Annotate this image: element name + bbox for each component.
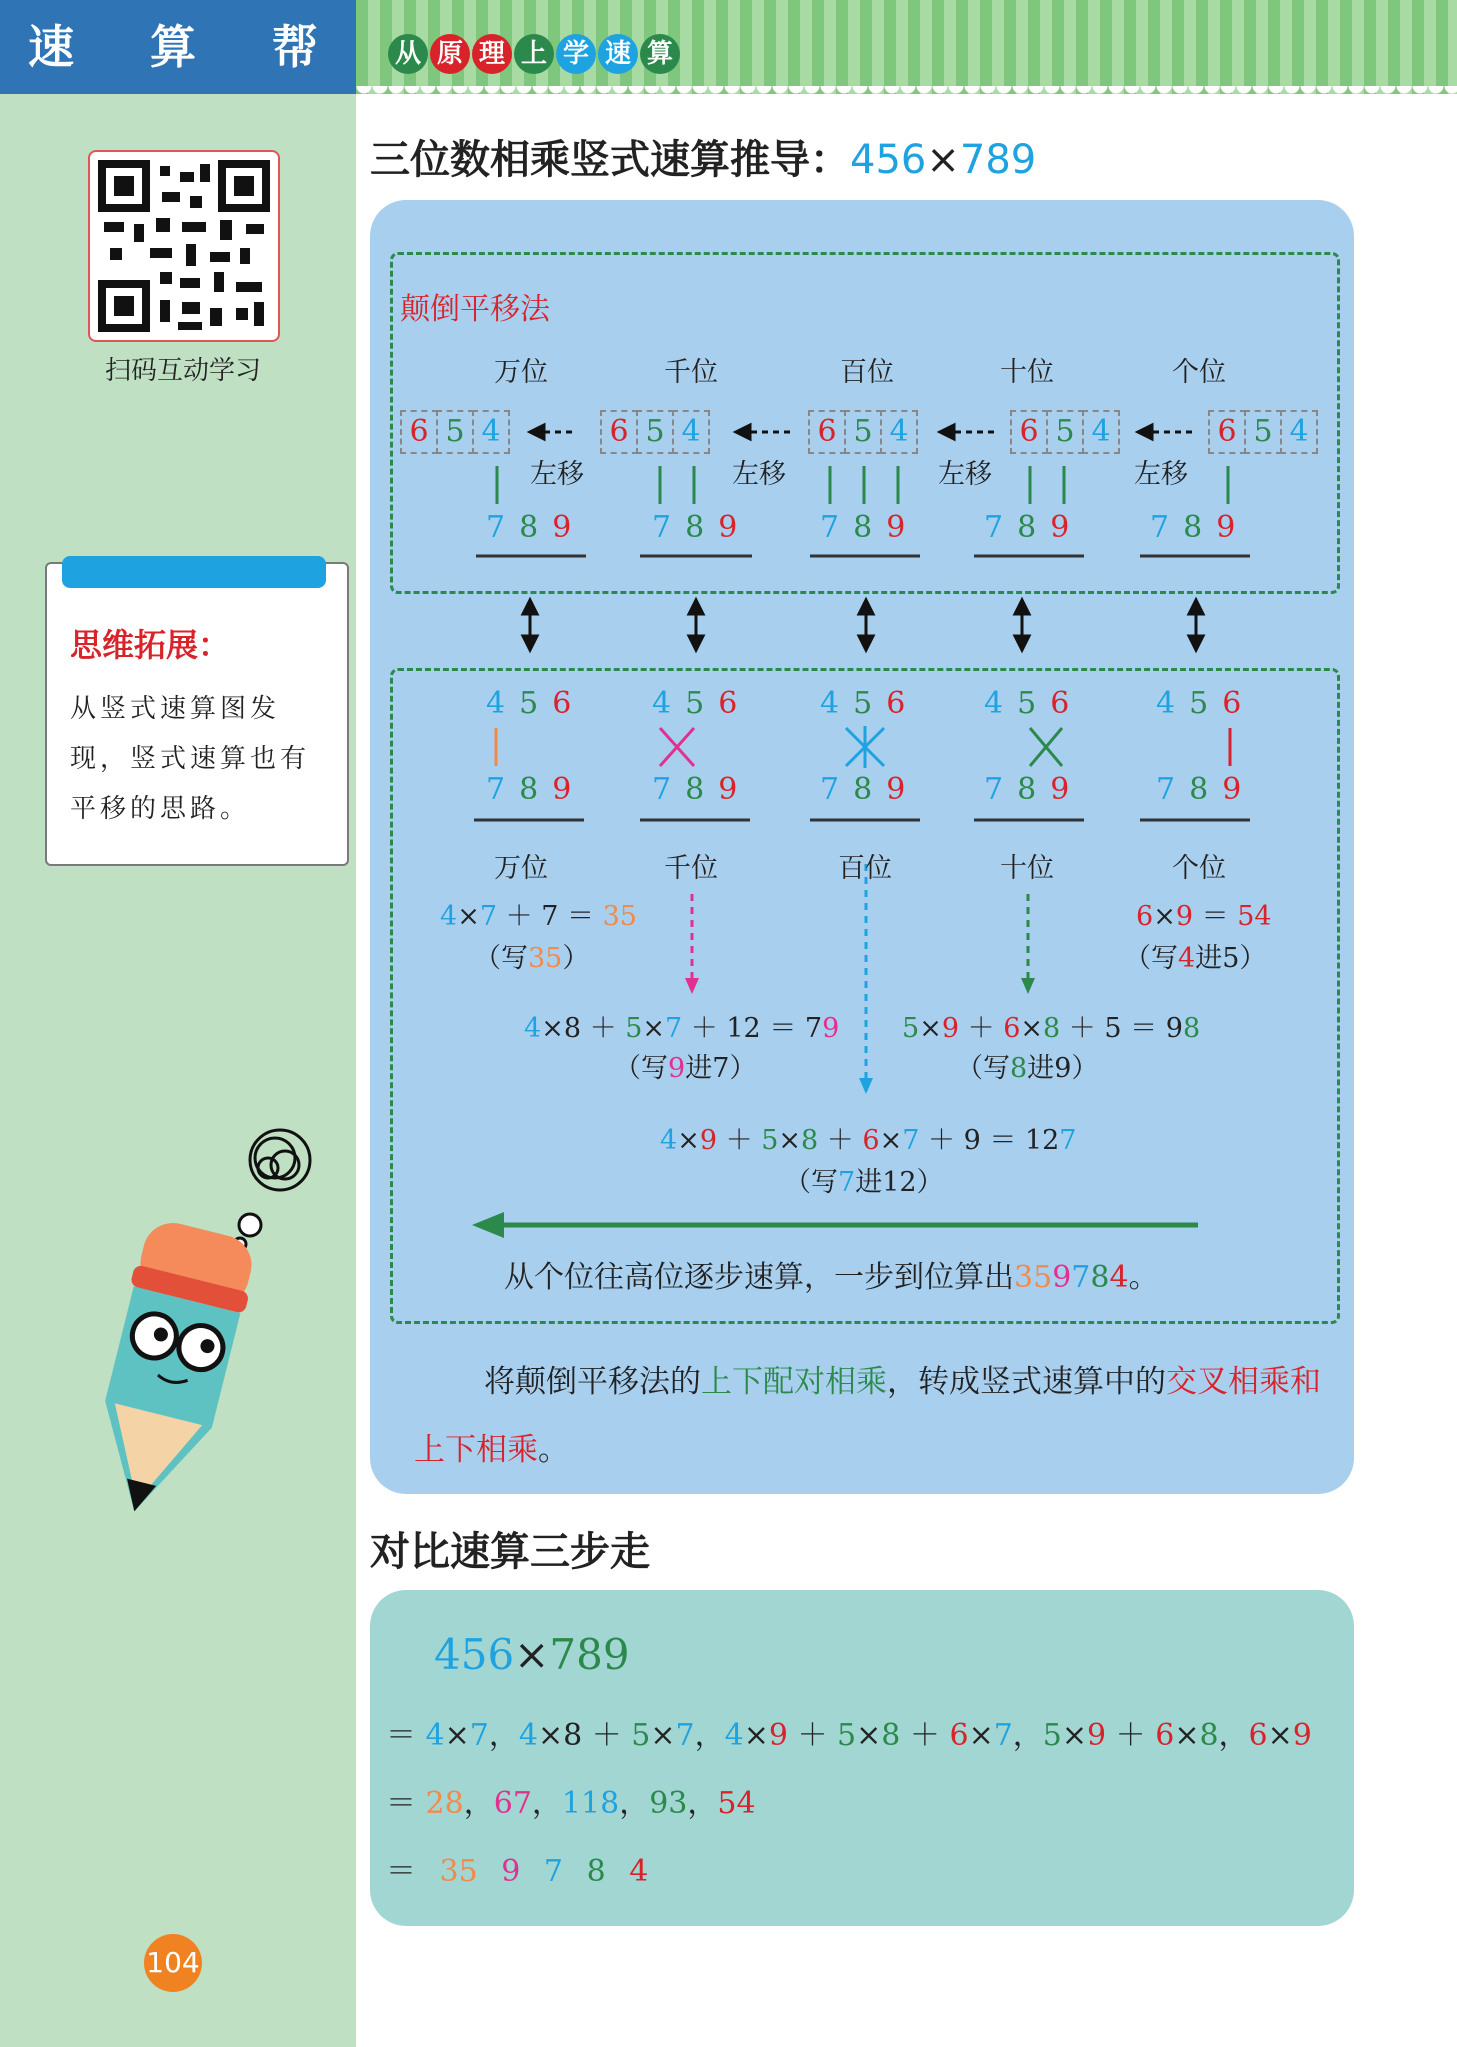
digit: 7 [820, 772, 854, 807]
compare-title: 对比速算三步走 [370, 1529, 650, 1575]
series-char: 算 [640, 34, 680, 74]
digit: 9 [552, 772, 586, 807]
num: 4 [524, 1013, 542, 1044]
digit: 7 [652, 510, 686, 545]
op: × [457, 901, 480, 932]
num: 8 [1199, 1718, 1219, 1753]
num: 118 [561, 1786, 620, 1821]
summary-text [504, 1252, 1159, 1296]
place-label: 十位 [1000, 853, 1054, 884]
num: 4 [660, 1125, 678, 1156]
num: 5 [625, 1013, 643, 1044]
multiplier-digits [820, 510, 919, 545]
explanation [414, 1348, 1324, 1484]
series-char: 上 [514, 34, 554, 74]
num: 8 [563, 1718, 583, 1753]
op: ＝ [386, 1854, 416, 1889]
result: 9 [822, 1013, 840, 1044]
note-num: 35 [528, 943, 563, 974]
op: × [642, 1013, 665, 1044]
num: 7 [902, 1125, 920, 1156]
calc-qian [524, 1006, 839, 1045]
sep: ， [463, 1786, 494, 1821]
op: × [1020, 1013, 1043, 1044]
op: × [879, 1125, 903, 1156]
num: 7 [993, 1718, 1013, 1753]
op: × [968, 1718, 994, 1753]
multiplicand-digits [820, 686, 919, 721]
result: 7 [1059, 1125, 1077, 1156]
compare-line-1 [386, 1710, 1312, 1754]
op: ＋ [690, 1013, 718, 1044]
digit: 6 [1222, 686, 1256, 721]
note-text: （写 [956, 1053, 1010, 1084]
place-label: 百位 [838, 853, 892, 884]
explain-text: 。 [538, 1432, 569, 1468]
num: 6 [1136, 901, 1154, 932]
op: × [743, 1718, 769, 1753]
multiplicand-digits [1156, 686, 1255, 721]
op: ＋ [797, 1718, 828, 1753]
note-text: ） [562, 943, 590, 974]
multiplicand-digits [652, 686, 751, 721]
num: 6 [949, 1718, 969, 1753]
digit: 7 [486, 510, 520, 545]
summary-digit: 3 [1014, 1260, 1034, 1295]
series-char: 原 [430, 34, 470, 74]
num: 5 [631, 1718, 651, 1753]
title-multiplicand: 456 [850, 137, 927, 183]
num: 6 [1248, 1718, 1268, 1753]
digit: 5 [853, 686, 887, 721]
op: ＋ [591, 1718, 622, 1753]
brand-title: 速 算 帮 [0, 0, 356, 94]
sep: ， [619, 1786, 650, 1821]
num: 54 [717, 1786, 756, 1821]
op: × [856, 1718, 882, 1753]
digit: 7 [1150, 510, 1184, 545]
op: × [541, 1013, 564, 1044]
op: ＝ [386, 1786, 416, 1821]
note-text: 进 [855, 1167, 883, 1198]
digit: 6 [552, 686, 586, 721]
op: ＋ [826, 1125, 854, 1156]
summary-digit: 7 [1071, 1260, 1091, 1295]
sep: ， [488, 1718, 519, 1753]
op: ＝ [989, 1125, 1017, 1156]
digit: 9 [718, 510, 752, 545]
op: × [1153, 901, 1176, 932]
num: 8 [801, 1125, 819, 1156]
op: ＋ [1115, 1718, 1146, 1753]
note-text: 进 [1027, 1053, 1055, 1084]
place-label: 万位 [494, 357, 548, 388]
series-char: 理 [472, 34, 512, 74]
num: 6 [1003, 1013, 1021, 1044]
op: ＝ [1130, 1013, 1158, 1044]
result: 7 [804, 1013, 823, 1044]
multiplier-digits [486, 510, 585, 545]
shift-label: 左移 [530, 459, 584, 490]
op: × [514, 1630, 550, 1679]
op: × [537, 1718, 564, 1753]
series-char: 速 [598, 34, 638, 74]
digit: 5 [844, 410, 882, 454]
digit: 5 [1244, 410, 1282, 454]
digit: 7 [1156, 772, 1190, 807]
digit: 7 [652, 772, 686, 807]
note-num: 12 [882, 1167, 917, 1198]
num: 789 [549, 1630, 630, 1679]
note-text: 进 [1195, 943, 1223, 974]
note-text: （写 [614, 1053, 668, 1084]
result: 35 [602, 901, 637, 932]
num: 4 [724, 1718, 744, 1753]
digit: 5 [436, 410, 474, 454]
shift-label: 左移 [732, 459, 786, 490]
note-num: 9 [668, 1053, 686, 1084]
calc-shi-note [956, 1046, 1098, 1085]
op: × [444, 1718, 470, 1753]
note-num: 8 [1010, 1053, 1028, 1084]
place-label: 万位 [494, 853, 548, 884]
op: × [919, 1013, 942, 1044]
op: × [1174, 1718, 1200, 1753]
num: 7 [675, 1718, 695, 1753]
digit: 8 [1189, 772, 1223, 807]
op: ＝ [386, 1718, 416, 1753]
summary-digit: 9 [1052, 1260, 1072, 1295]
digit: 5 [519, 686, 553, 721]
num: 4 [425, 1718, 445, 1753]
summary-label: 从个位往高位逐步速算，一步到位算出 [504, 1260, 1014, 1295]
digit: 8 [519, 772, 553, 807]
sep: ， [694, 1718, 725, 1753]
compare-line-2 [386, 1778, 756, 1822]
series-char: 学 [556, 34, 596, 74]
num: 8 [881, 1718, 901, 1753]
explain-text: ，转成竖式速算中的 [887, 1364, 1166, 1400]
digit: 8 [853, 772, 887, 807]
sep: ， [1012, 1718, 1043, 1753]
op: ＝ [566, 901, 594, 932]
digit: 6 [1208, 410, 1246, 454]
qr-label: 扫码互动学习 [104, 356, 261, 386]
calc-ge-note [1124, 936, 1266, 975]
num: 5 [761, 1125, 779, 1156]
summary-digit: 4 [1109, 1260, 1129, 1295]
digit: 8 [1017, 510, 1051, 545]
result: 8 [1182, 1013, 1201, 1044]
digit: 8 [685, 510, 719, 545]
digit: 6 [1050, 686, 1084, 721]
multiplier-digits [984, 510, 1083, 545]
digit: 6 [600, 410, 638, 454]
digit: 9 [1216, 510, 1250, 545]
digit: 4 [672, 410, 710, 454]
num: 9 [1175, 901, 1193, 932]
digit: 7 [486, 772, 520, 807]
place-label: 千位 [664, 357, 718, 388]
digit: 4 [1280, 410, 1318, 454]
digit: 9 [718, 772, 752, 807]
digit: 7 [984, 772, 1018, 807]
digit: 9 [1050, 772, 1084, 807]
note-text: 进 [685, 1053, 713, 1084]
num: 7 [469, 1718, 489, 1753]
op: × [677, 1125, 700, 1156]
num: 4 [518, 1718, 538, 1753]
num: 9 [941, 1013, 959, 1044]
title-multiplier: 789 [959, 137, 1037, 183]
digit: 5 [636, 410, 674, 454]
digit: 9 [886, 510, 920, 545]
op: ＋ [967, 1013, 995, 1044]
digit: 7 [984, 510, 1018, 545]
place-label: 个位 [1172, 853, 1226, 884]
multiplier-digits [486, 772, 585, 807]
digit: 5 [1189, 686, 1223, 721]
digit: 9 [552, 510, 586, 545]
digit: 9 [1222, 772, 1256, 807]
summary-digit: 5 [1033, 1260, 1053, 1295]
op: × [778, 1125, 801, 1156]
digit: 8 [519, 510, 553, 545]
digit: 4 [1082, 410, 1120, 454]
op: ＝ [1201, 901, 1229, 932]
calc-shi [902, 1006, 1200, 1045]
digit: 8 [1183, 510, 1217, 545]
num: 35 [439, 1854, 478, 1889]
multiplicand-digits [486, 686, 585, 721]
note-text: ） [1071, 1053, 1099, 1084]
num: 7 [665, 1013, 683, 1044]
digit: 4 [472, 410, 510, 454]
num: 5 [837, 1718, 857, 1753]
card-body: 从竖式速算图发现，竖式速算也有平移的思路。 [70, 694, 311, 824]
num: 6 [1155, 1718, 1175, 1753]
method-label: 颠倒平移法 [400, 292, 550, 327]
num: 7 [543, 1854, 564, 1889]
calc-qian-note [614, 1046, 756, 1085]
result: 9 [1165, 1013, 1183, 1044]
op: × [650, 1718, 676, 1753]
num: 7 [541, 901, 559, 932]
digit: 4 [880, 410, 918, 454]
compare-head [434, 1630, 630, 1679]
digit: 5 [1017, 686, 1051, 721]
op: × [1061, 1718, 1088, 1753]
series-char: 从 [388, 34, 428, 74]
place-label: 百位 [840, 357, 894, 388]
op: ＋ [589, 1013, 617, 1044]
multiplier-digits [1156, 772, 1255, 807]
digit: 5 [1046, 410, 1084, 454]
note-num: 4 [1178, 943, 1196, 974]
num: 4 [440, 901, 458, 932]
digit: 9 [886, 772, 920, 807]
num: 9 [963, 1125, 981, 1156]
digit: 8 [853, 510, 887, 545]
multiplicand-digits [984, 686, 1083, 721]
note-text: ） [916, 1167, 944, 1198]
digit: 4 [984, 686, 1018, 721]
digit: 4 [652, 686, 686, 721]
explain-highlight: 上下配对相乘 [701, 1364, 887, 1400]
explain-text: 将颠倒平移法的 [484, 1364, 701, 1400]
sep: ， [1218, 1718, 1249, 1753]
note-num: 5 [1222, 943, 1240, 974]
multiplier-digits [1150, 510, 1249, 545]
op: × [1267, 1718, 1293, 1753]
multiplier-digits [652, 772, 751, 807]
place-label: 十位 [1000, 357, 1054, 388]
digit: 4 [820, 686, 854, 721]
num: 8 [563, 1013, 581, 1044]
num: 28 [425, 1786, 464, 1821]
title-times: × [926, 137, 960, 183]
calc-bai [660, 1118, 1076, 1157]
num: 9 [1087, 1718, 1107, 1753]
num: 9 [501, 1854, 521, 1889]
summary-label: 。 [1128, 1260, 1159, 1295]
place-label: 千位 [664, 853, 718, 884]
calc-bai-note [784, 1160, 944, 1199]
num: 93 [649, 1786, 688, 1821]
multiplier-digits [820, 772, 919, 807]
compare-line-3 [386, 1846, 648, 1890]
op: ＋ [725, 1125, 753, 1156]
num: 7 [479, 901, 497, 932]
note-text: （写 [784, 1167, 838, 1198]
op: ＋ [505, 901, 533, 932]
num: 9 [768, 1718, 788, 1753]
num: 67 [493, 1786, 532, 1821]
note-text: （写 [474, 943, 528, 974]
num: 5 [1104, 1013, 1122, 1044]
digit: 7 [820, 510, 854, 545]
shift-label: 左移 [938, 459, 992, 490]
multiplier-digits [984, 772, 1083, 807]
digit: 4 [1156, 686, 1190, 721]
sep: ， [687, 1786, 718, 1821]
note-num: 9 [1054, 1053, 1072, 1084]
num: 456 [434, 1630, 515, 1679]
shift-label: 左移 [1134, 459, 1188, 490]
result: 54 [1237, 901, 1272, 932]
page-number: 104 [144, 1934, 202, 1992]
num: 6 [862, 1125, 880, 1156]
num: 5 [902, 1013, 920, 1044]
op: ＋ [1068, 1013, 1096, 1044]
num: 8 [586, 1854, 606, 1889]
digit: 6 [1010, 410, 1048, 454]
title-text: 三位数相乘竖式速算推导： [370, 137, 850, 183]
digit: 6 [808, 410, 846, 454]
num: 4 [629, 1854, 649, 1889]
multiplier-digits [652, 510, 751, 545]
note-text: （写 [1124, 943, 1178, 974]
num: 9 [1292, 1718, 1312, 1753]
calc-wan-note [474, 936, 589, 975]
num: 12 [726, 1013, 761, 1044]
digit: 8 [1017, 772, 1051, 807]
card-title: 思维拓展： [70, 626, 231, 664]
summary-digit: 8 [1090, 1260, 1110, 1295]
calc-wan [440, 894, 637, 933]
digit: 6 [718, 686, 752, 721]
digit: 6 [886, 686, 920, 721]
note-text: ） [729, 1053, 757, 1084]
op: ＋ [909, 1718, 940, 1753]
op: ＋ [927, 1125, 955, 1156]
num: 5 [1042, 1718, 1062, 1753]
note-num: 7 [838, 1167, 856, 1198]
calc-ge [1136, 894, 1272, 933]
num: 8 [1043, 1013, 1061, 1044]
num: 9 [699, 1125, 717, 1156]
result: 12 [1024, 1125, 1060, 1156]
explain-highlight: 交叉相乘和上下相乘 [414, 1364, 1321, 1468]
place-label: 个位 [1172, 357, 1226, 388]
op: ＝ [769, 1013, 797, 1044]
note-num: 7 [712, 1053, 730, 1084]
sep: ， [531, 1786, 562, 1821]
digit: 4 [486, 686, 520, 721]
digit: 9 [1050, 510, 1084, 545]
digit: 8 [685, 772, 719, 807]
digit: 6 [400, 410, 438, 454]
note-text: ） [1239, 943, 1267, 974]
digit: 5 [685, 686, 719, 721]
